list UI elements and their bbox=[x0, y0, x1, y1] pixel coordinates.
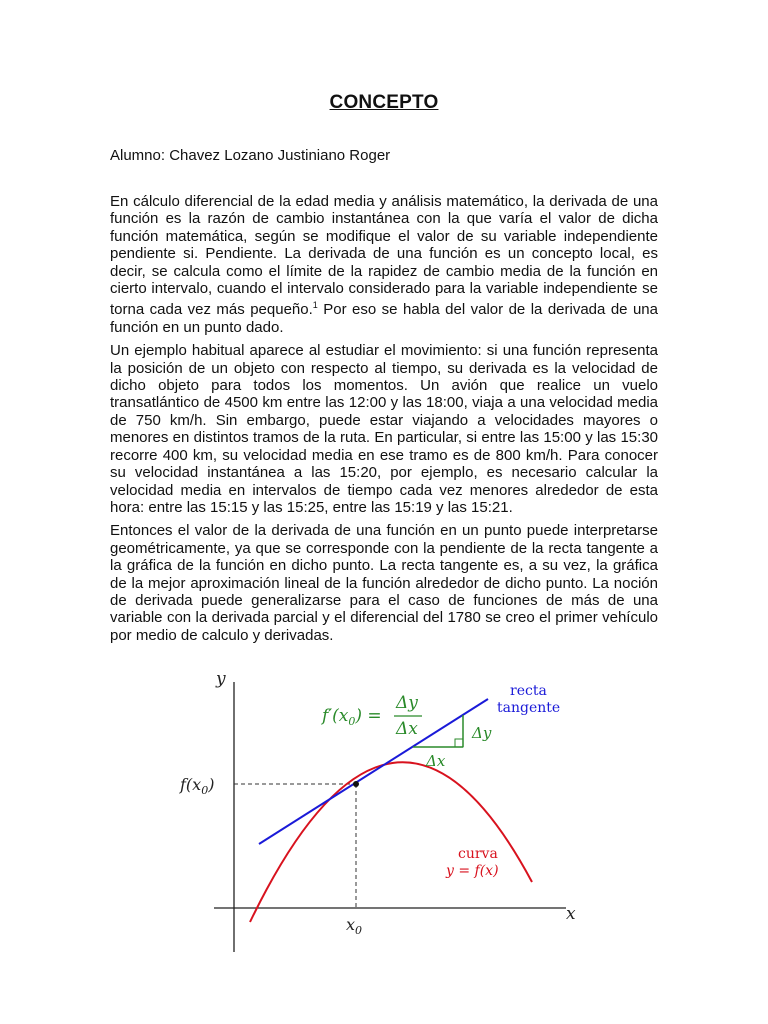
delta-y-label: Δy bbox=[472, 724, 492, 742]
right-angle-mark bbox=[455, 739, 463, 747]
footnote-marker: 1 bbox=[312, 300, 318, 311]
x0-label: $x_0$ bbox=[346, 915, 363, 937]
author-line: Alumno: Chavez Lozano Justiniano Roger bbox=[110, 147, 391, 164]
paragraph-text: Por eso se habla del valor de la derivada de una función en un punto dado. bbox=[110, 301, 658, 336]
function-curve bbox=[250, 762, 532, 922]
tangent-label: recta tangente bbox=[497, 683, 561, 716]
derivative-figure bbox=[170, 660, 590, 960]
y-axis-label: y bbox=[216, 669, 226, 689]
formula-denominator: Δx bbox=[396, 719, 418, 739]
paragraph: Entonces el valor de la derivada de una función en un punto puede interpretarse geométricamente, ya que se corresponde con la pendiente de la recta tangente a la gráfica de la función en dicho punto. La recta tangente es, a su vez, la gráfica de la mejor aproximación lineal de la función alrededor de dicho punto. La noción de derivada puede generalizarse para el caso de funciones de más de una variable con la derivada parcial y el diferencial del 1780 se creo el primer vehículo por medio de calculo y derivadas. bbox=[110, 522, 658, 644]
x-axis-label: x bbox=[566, 904, 576, 924]
delta-x-label: Δx bbox=[426, 752, 446, 770]
formula-numerator: Δy bbox=[396, 693, 418, 713]
document-body bbox=[110, 193, 658, 650]
paragraph bbox=[110, 193, 658, 336]
paragraph: Un ejemplo habitual aparece al estudiar el movimiento: si una función representa la posición de un objeto con respecto al tiempo, su derivada es la velocidad de dicho objeto para todos los momentos. Un avión que realice un vuelo transatlántico de 4500 km entre las 12:00 y las 18:00, viaja a una velocidad media de 750 km/h. Sin embargo, puede estar viajando a velocidades mayores o menores en distintos tramos de la ruta. En particular, si entre las 15:00 y las 15:30 recorre 400 km, su velocidad media en ese tramo es de 800 km/h. Para conocer su velocidad instantánea a las 15:20, por ejemplo, es necesario calcular la velocidad media en intervalos de tiempo cada vez menores alrededor de esta hora: entre las 15:15 y las 15:25, entre las 15:19 y las 15:21. bbox=[110, 342, 658, 516]
document-title: CONCEPTO bbox=[329, 92, 439, 113]
curve-label: curva y = f(x) bbox=[446, 846, 499, 879]
fx0-label: $f(x_0)$ bbox=[180, 775, 215, 797]
paragraph-text: En cálculo diferencial de la edad media y análisis matemático, la derivada de una función es la razón de cambio instantánea con la que varía el valor de dicha función matemática, según se modifique el valor de su variable independiente pendiente si. Pendiente. La derivada de una función es un concepto local, es decir, se calcula como el límite de la rapidez de cambio media de la función en cierto intervalo, cuando el intervalo considerado para la variable independiente se torna cada vez más pequeño. bbox=[110, 193, 658, 319]
derivative-formula-lhs: $f'(x_0)$ = bbox=[322, 706, 382, 728]
tangent-point bbox=[353, 781, 359, 787]
